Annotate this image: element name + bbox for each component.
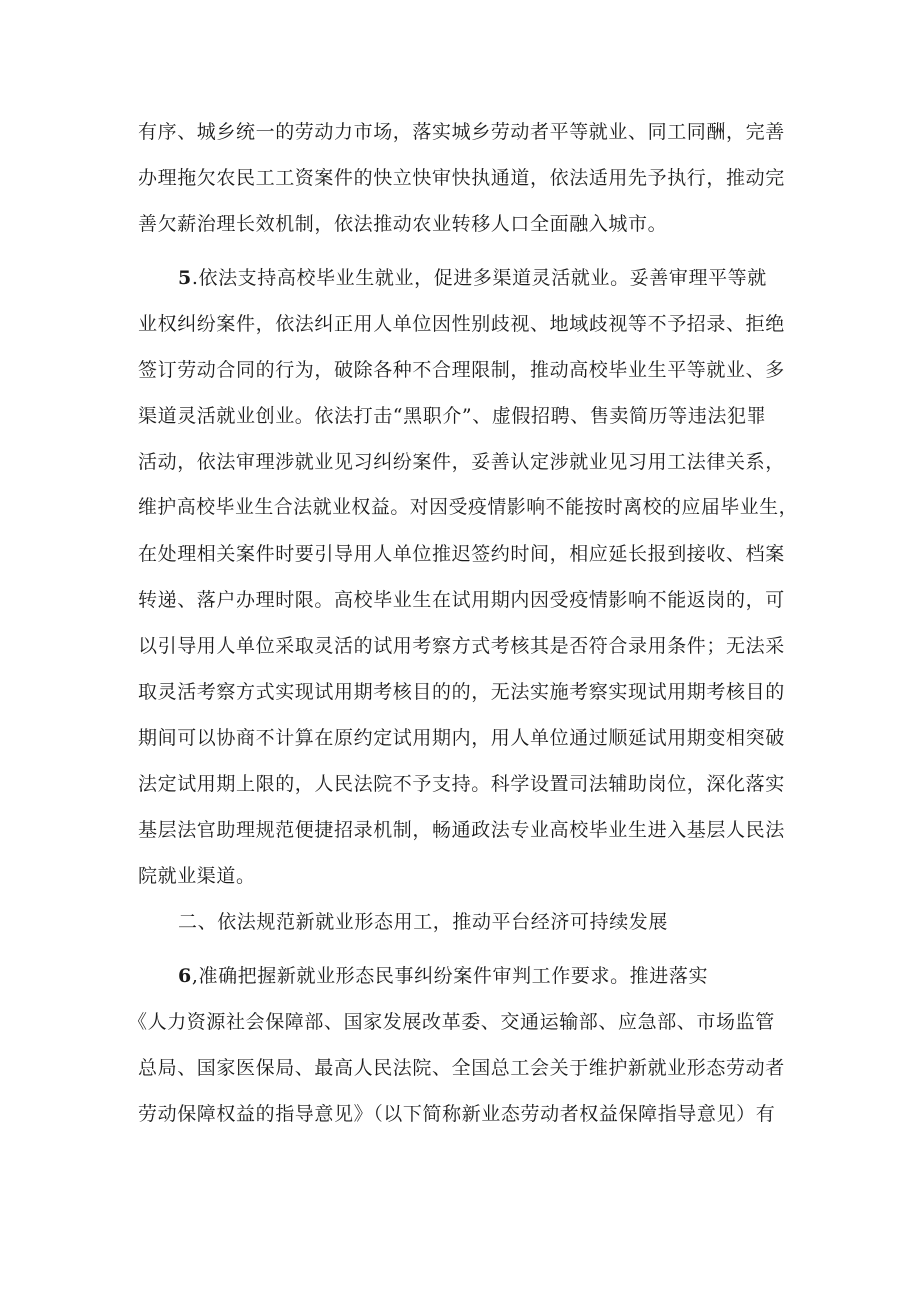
paragraph-line: 活动，依法审理涉就业见习纠纷案件，妥善认定涉就业见习用工法律关系， xyxy=(138,451,785,473)
paragraph-line: 以引导用人单位采取灵活的试用考察方式考核其是否符合录用条件；无法采 xyxy=(138,635,785,657)
section-heading: 二、依法规范新就业形态用工，推动平台经济可持续发展 xyxy=(178,911,669,933)
paragraph-line: 有序、城乡统一的劳动力市场，落实城乡劳动者平等就业、同工同酬，完善 xyxy=(138,121,785,143)
paragraph-line: 在处理相关案件时要引导用人单位推迟签约时间，相应延长报到接收、档案 xyxy=(138,543,785,565)
paragraph-line: 基层法官助理规范便捷招录机制，畅通政法专业高校毕业生进入基层人民法 xyxy=(138,819,785,841)
paragraph-line: 转递、落户办理时限。高校毕业生在试用期内因受疫情影响不能返岗的，可 xyxy=(138,589,785,611)
paragraph-line: 院就业渠道。 xyxy=(138,865,256,887)
item-number: 5 xyxy=(178,267,192,289)
paragraph-line: 渠道灵活就业创业。依法打击“黑职介”、虚假招聘、售卖简历等违法犯罪 xyxy=(138,405,767,427)
paragraph-line: 善欠薪治理长效机制，依法推动农业转移人口全面融入城市。 xyxy=(138,213,668,235)
paragraph-line: ,准确把握新就业形态民事纠纷案件审判工作要求。推进落实 xyxy=(191,965,709,987)
paragraph-line: 业权纠纷案件，依法纠正用人单位因性别歧视、地域歧视等不予招录、拒绝 xyxy=(138,313,785,335)
paragraph-line: 维护高校毕业生合法就业权益。对因受疫情影响不能按时离校的应届毕业生， xyxy=(138,497,799,518)
paragraph-line: 劳动保障权益的指导意见》（以下简称新业态劳动者权益保障指导意见）有 xyxy=(138,1103,776,1125)
paragraph-line: 总局、国家医保局、最高人民法院、全国总工会关于维护新就业形态劳动者 xyxy=(138,1057,785,1079)
paragraph-line: 签订劳动合同的行为，破除各种不合理限制，推动高校毕业生平等就业、多 xyxy=(138,359,785,381)
paragraph-line: .依法支持高校毕业生就业，促进多渠道灵活就业。妥善审理平等就 xyxy=(191,267,767,289)
paragraph-line: 期间可以协商不计算在原约定试用期内，用人单位通过顺延试用期变相突破 xyxy=(138,727,785,749)
paragraph-line: 法定试用期上限的，人民法院不予支持。科学设置司法辅助岗位，深化落实 xyxy=(138,773,785,795)
item-number: 6 xyxy=(178,965,192,987)
paragraph-line: 办理拖欠农民工工资案件的快立快审快执通道，依法适用先予执行，推动完 xyxy=(138,167,785,189)
paragraph-line: 《人力资源社会保障部、国家发展改革委、交通运输部、应急部、市场监管 xyxy=(128,1011,775,1033)
paragraph-6-first-line xyxy=(178,964,798,988)
paragraph-5-first-line xyxy=(178,266,798,290)
paragraph-line: 取灵活考察方式实现试用期考核目的的，无法实施考察实现试用期考核目的 xyxy=(138,681,785,703)
